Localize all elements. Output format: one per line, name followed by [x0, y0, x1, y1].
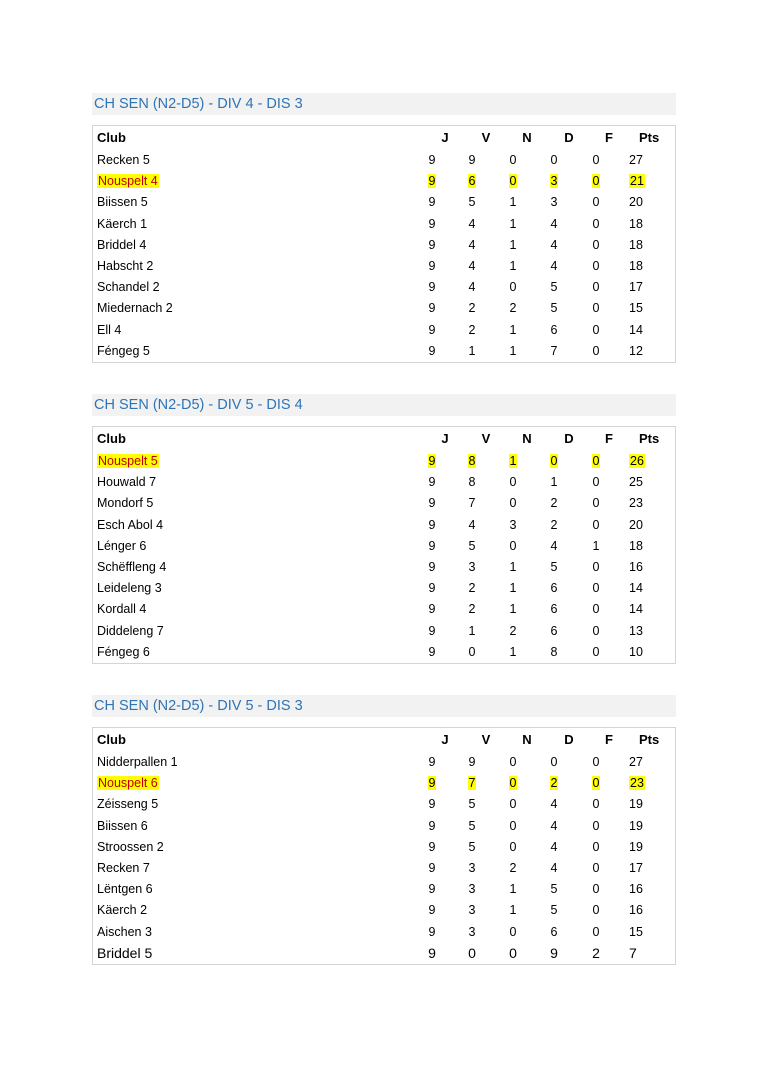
- table-row: [93, 150, 675, 171]
- header-club: Club: [97, 130, 126, 145]
- cell-f: 0: [592, 818, 600, 833]
- table-row: [93, 879, 675, 900]
- table-row: [93, 752, 675, 773]
- cell-f: 2: [592, 944, 600, 961]
- table-row: [93, 320, 675, 341]
- standings-table: [92, 426, 676, 664]
- cell-f: 0: [592, 776, 600, 791]
- cell-pts: 15: [629, 301, 643, 316]
- header-club: Club: [97, 431, 126, 446]
- cell-pts: 17: [629, 860, 643, 875]
- cell-n: 2: [509, 860, 517, 875]
- table-row: [93, 298, 675, 319]
- cell-v: 4: [468, 216, 476, 231]
- club-name: Houwald 7: [97, 475, 157, 490]
- cell-pts: 7: [629, 944, 637, 961]
- club-name: Zéisseng 5: [97, 797, 159, 812]
- cell-pts: 16: [629, 903, 643, 918]
- header-n: N: [522, 431, 532, 446]
- table-row: [93, 922, 675, 943]
- cell-n: 1: [509, 195, 517, 210]
- table-row: [93, 858, 675, 879]
- cell-j: 9: [428, 475, 436, 490]
- cell-v: 2: [468, 322, 476, 337]
- cell-v: 5: [468, 818, 476, 833]
- cell-v: 3: [468, 559, 476, 574]
- section-title: CH SEN (N2-D5) - DIV 4 - DIS 3: [92, 93, 676, 115]
- table-row: [93, 192, 675, 213]
- cell-n: 1: [509, 322, 517, 337]
- cell-j: 9: [428, 216, 436, 231]
- cell-v: 8: [468, 454, 476, 468]
- cell-n: 2: [509, 301, 517, 316]
- cell-v: 5: [468, 195, 476, 210]
- club-name: Lénger 6: [97, 538, 147, 553]
- header-v: V: [481, 431, 491, 446]
- cell-d: 2: [550, 517, 558, 532]
- club-name: Käerch 2: [97, 903, 148, 918]
- cell-n: 0: [509, 776, 517, 791]
- cell-f: 0: [592, 797, 600, 812]
- cell-n: 1: [509, 454, 517, 468]
- cell-v: 2: [468, 602, 476, 617]
- cell-f: 0: [592, 237, 600, 252]
- cell-f: 0: [592, 517, 600, 532]
- cell-n: 1: [509, 343, 517, 358]
- cell-d: 5: [550, 301, 558, 316]
- header-v: V: [481, 732, 491, 747]
- cell-f: 0: [592, 258, 600, 273]
- table-row: [93, 900, 675, 921]
- cell-v: 3: [468, 903, 476, 918]
- cell-j: 9: [428, 944, 436, 961]
- cell-pts: 26: [630, 454, 644, 468]
- header-f: F: [605, 130, 613, 145]
- club-name: Kordall 4: [97, 602, 147, 617]
- cell-f: 0: [592, 301, 600, 316]
- cell-v: 1: [468, 623, 476, 638]
- header-f: F: [605, 732, 613, 747]
- cell-n: 1: [509, 581, 517, 596]
- cell-pts: 18: [629, 538, 643, 553]
- cell-j: 9: [428, 860, 436, 875]
- table-row-highlighted: [93, 171, 675, 192]
- cell-pts: 21: [630, 174, 644, 189]
- cell-j: 9: [428, 839, 436, 854]
- cell-j: 9: [428, 301, 436, 316]
- cell-f: 0: [592, 602, 600, 617]
- cell-d: 5: [550, 559, 558, 574]
- header-j: J: [441, 732, 449, 747]
- header-f: F: [605, 431, 613, 446]
- cell-n: 0: [509, 818, 517, 833]
- cell-f: 0: [592, 280, 600, 295]
- cell-pts: 12: [629, 343, 643, 358]
- cell-j: 9: [428, 903, 436, 918]
- cell-j: 9: [428, 623, 436, 638]
- club-name: Stroossen 2: [97, 839, 164, 854]
- cell-pts: 27: [629, 755, 643, 769]
- cell-n: 1: [509, 903, 517, 918]
- club-name: Briddel 5: [97, 944, 153, 961]
- standings-section-div4-dis3: [92, 93, 676, 363]
- cell-j: 9: [428, 258, 436, 273]
- cell-v: 3: [468, 860, 476, 875]
- cell-j: 9: [428, 538, 436, 553]
- cell-f: 1: [592, 538, 600, 553]
- cell-d: 3: [550, 174, 558, 189]
- table-row-highlighted: [93, 451, 675, 472]
- cell-v: 0: [468, 944, 476, 961]
- table-row: [93, 599, 675, 620]
- cell-j: 9: [428, 559, 436, 574]
- table-row: [93, 837, 675, 858]
- cell-d: 3: [550, 195, 558, 210]
- cell-v: 4: [468, 517, 476, 532]
- cell-j: 9: [428, 882, 436, 897]
- club-name: Nidderpallen 1: [97, 755, 178, 769]
- cell-d: 0: [550, 153, 558, 167]
- cell-f: 0: [592, 475, 600, 490]
- cell-pts: 18: [629, 258, 643, 273]
- club-name: Miedernach 2: [97, 301, 173, 316]
- club-name: Aischen 3: [97, 924, 152, 939]
- cell-v: 5: [468, 538, 476, 553]
- cell-d: 5: [550, 882, 558, 897]
- club-name: Habscht 2: [97, 258, 154, 273]
- cell-n: 1: [509, 602, 517, 617]
- cell-v: 4: [468, 258, 476, 273]
- cell-n: 0: [509, 924, 517, 939]
- cell-pts: 15: [629, 924, 643, 939]
- club-name: Féngeg 5: [97, 343, 150, 358]
- cell-n: 0: [509, 496, 517, 511]
- cell-d: 6: [550, 924, 558, 939]
- cell-n: 1: [509, 644, 517, 659]
- cell-f: 0: [592, 216, 600, 231]
- cell-j: 9: [428, 818, 436, 833]
- cell-n: 1: [509, 559, 517, 574]
- cell-n: 3: [509, 517, 517, 532]
- club-name: Briddel 4: [97, 237, 147, 252]
- header-d: D: [564, 130, 574, 145]
- cell-v: 5: [468, 797, 476, 812]
- cell-f: 0: [592, 644, 600, 659]
- cell-j: 9: [428, 322, 436, 337]
- cell-pts: 18: [629, 237, 643, 252]
- cell-v: 0: [468, 644, 476, 659]
- club-name: Schandel 2: [97, 280, 160, 295]
- section-title: CH SEN (N2-D5) - DIV 5 - DIS 4: [92, 394, 676, 416]
- header-pts: Pts: [639, 130, 660, 145]
- cell-n: 0: [509, 538, 517, 553]
- cell-f: 0: [592, 559, 600, 574]
- club-name: Leideleng 3: [97, 581, 162, 596]
- cell-n: 0: [509, 280, 517, 295]
- cell-n: 0: [509, 944, 517, 961]
- cell-f: 0: [592, 322, 600, 337]
- cell-pts: 10: [629, 644, 643, 659]
- table-row: [93, 515, 675, 536]
- cell-n: 2: [509, 623, 517, 638]
- table-row: [93, 578, 675, 599]
- cell-j: 9: [428, 755, 436, 769]
- cell-d: 2: [550, 496, 558, 511]
- header-j: J: [441, 130, 449, 145]
- cell-pts: 16: [629, 882, 643, 897]
- cell-pts: 19: [629, 818, 643, 833]
- cell-pts: 17: [629, 280, 643, 295]
- cell-d: 6: [550, 581, 558, 596]
- cell-f: 0: [592, 623, 600, 638]
- club-name: Käerch 1: [97, 216, 148, 231]
- cell-n: 1: [509, 258, 517, 273]
- cell-v: 2: [468, 581, 476, 596]
- table-row: [93, 642, 675, 663]
- cell-v: 4: [468, 280, 476, 295]
- cell-j: 9: [428, 174, 436, 189]
- cell-d: 4: [550, 818, 558, 833]
- cell-d: 5: [550, 903, 558, 918]
- cell-d: 8: [550, 644, 558, 659]
- cell-n: 0: [509, 797, 517, 812]
- cell-d: 4: [550, 237, 558, 252]
- cell-f: 0: [592, 153, 600, 167]
- club-name: Mondorf 5: [97, 496, 154, 511]
- cell-pts: 23: [629, 496, 643, 511]
- cell-pts: 13: [629, 623, 643, 638]
- cell-pts: 19: [629, 839, 643, 854]
- cell-pts: 20: [629, 517, 643, 532]
- cell-n: 0: [509, 475, 517, 490]
- cell-v: 9: [468, 153, 476, 167]
- cell-j: 9: [428, 602, 436, 617]
- cell-v: 5: [468, 839, 476, 854]
- cell-pts: 18: [629, 216, 643, 231]
- cell-pts: 23: [630, 776, 644, 791]
- table-row: [93, 536, 675, 557]
- club-name: Recken 5: [97, 153, 150, 167]
- table-header-row: [93, 728, 675, 752]
- cell-v: 6: [468, 174, 476, 189]
- cell-d: 4: [550, 860, 558, 875]
- table-row: [93, 472, 675, 493]
- cell-f: 0: [592, 195, 600, 210]
- cell-d: 4: [550, 216, 558, 231]
- standings-section-div5-dis4: [92, 394, 676, 664]
- club-name: Diddeleng 7: [97, 623, 164, 638]
- table-header-row: [93, 126, 675, 150]
- cell-v: 1: [468, 343, 476, 358]
- cell-j: 9: [428, 797, 436, 812]
- club-name: Nouspelt 4: [98, 174, 158, 189]
- cell-pts: 14: [629, 581, 643, 596]
- club-name: Esch Abol 4: [97, 517, 164, 532]
- cell-f: 0: [592, 496, 600, 511]
- header-v: V: [481, 130, 491, 145]
- cell-v: 8: [468, 475, 476, 490]
- standings-table: [92, 727, 676, 965]
- cell-d: 6: [550, 322, 558, 337]
- cell-n: 1: [509, 882, 517, 897]
- table-row: [93, 214, 675, 235]
- header-n: N: [522, 732, 532, 747]
- cell-f: 0: [592, 454, 600, 468]
- cell-f: 0: [592, 924, 600, 939]
- cell-v: 9: [468, 755, 476, 769]
- table-row: [93, 235, 675, 256]
- cell-f: 0: [592, 882, 600, 897]
- cell-v: 4: [468, 237, 476, 252]
- cell-v: 3: [468, 882, 476, 897]
- cell-n: 0: [509, 755, 517, 769]
- cell-j: 9: [428, 924, 436, 939]
- cell-d: 0: [550, 755, 558, 769]
- cell-f: 0: [592, 755, 600, 769]
- cell-v: 2: [468, 301, 476, 316]
- cell-f: 0: [592, 343, 600, 358]
- cell-v: 7: [468, 496, 476, 511]
- header-d: D: [564, 431, 574, 446]
- cell-pts: 27: [629, 153, 643, 167]
- cell-d: 6: [550, 602, 558, 617]
- cell-j: 9: [428, 153, 436, 167]
- standings-table: [92, 125, 676, 363]
- cell-pts: 14: [629, 602, 643, 617]
- club-name: Biissen 6: [97, 818, 148, 833]
- header-club: Club: [97, 732, 126, 747]
- cell-j: 9: [428, 343, 436, 358]
- cell-n: 1: [509, 237, 517, 252]
- cell-pts: 19: [629, 797, 643, 812]
- cell-d: 0: [550, 454, 558, 468]
- cell-d: 5: [550, 280, 558, 295]
- cell-d: 1: [550, 475, 558, 490]
- club-name: Lëntgen 6: [97, 882, 153, 897]
- club-name: Recken 7: [97, 860, 150, 875]
- table-row: [93, 794, 675, 815]
- cell-v: 7: [468, 776, 476, 791]
- cell-j: 9: [428, 517, 436, 532]
- cell-n: 0: [509, 839, 517, 854]
- cell-j: 9: [428, 581, 436, 596]
- cell-j: 9: [428, 454, 436, 468]
- table-row-highlighted: [93, 773, 675, 794]
- club-name: Féngeg 6: [97, 644, 150, 659]
- table-row: [93, 341, 675, 362]
- table-row: [93, 277, 675, 298]
- cell-n: 1: [509, 216, 517, 231]
- header-d: D: [564, 732, 574, 747]
- cell-j: 9: [428, 776, 436, 791]
- cell-j: 9: [428, 496, 436, 511]
- table-row: [93, 557, 675, 578]
- cell-j: 9: [428, 280, 436, 295]
- cell-pts: 16: [629, 559, 643, 574]
- header-n: N: [522, 130, 532, 145]
- header-pts: Pts: [639, 732, 660, 747]
- club-name: Nouspelt 5: [98, 454, 158, 468]
- table-row: [93, 256, 675, 277]
- cell-d: 4: [550, 538, 558, 553]
- table-row: [93, 493, 675, 514]
- cell-pts: 20: [629, 195, 643, 210]
- table-row: [93, 621, 675, 642]
- cell-d: 4: [550, 839, 558, 854]
- cell-j: 9: [428, 195, 436, 210]
- club-name: Schëffleng 4: [97, 559, 167, 574]
- cell-j: 9: [428, 644, 436, 659]
- cell-f: 0: [592, 581, 600, 596]
- cell-n: 0: [509, 174, 517, 189]
- cell-n: 0: [509, 153, 517, 167]
- cell-pts: 25: [629, 475, 643, 490]
- cell-d: 7: [550, 343, 558, 358]
- cell-f: 0: [592, 839, 600, 854]
- cell-d: 6: [550, 623, 558, 638]
- table-header-row: [93, 427, 675, 451]
- header-j: J: [441, 431, 449, 446]
- cell-f: 0: [592, 860, 600, 875]
- section-title: CH SEN (N2-D5) - DIV 5 - DIS 3: [92, 695, 676, 717]
- cell-j: 9: [428, 237, 436, 252]
- club-name: Nouspelt 6: [98, 776, 158, 791]
- standings-section-div5-dis3: [92, 695, 676, 965]
- header-pts: Pts: [639, 431, 660, 446]
- cell-pts: 14: [629, 322, 643, 337]
- club-name: Ell 4: [97, 322, 122, 337]
- cell-f: 0: [592, 174, 600, 189]
- table-row: [93, 943, 675, 964]
- cell-d: 9: [550, 944, 558, 961]
- cell-d: 4: [550, 797, 558, 812]
- cell-d: 2: [550, 776, 558, 791]
- table-row: [93, 816, 675, 837]
- cell-f: 0: [592, 903, 600, 918]
- club-name: Biissen 5: [97, 195, 148, 210]
- cell-d: 4: [550, 258, 558, 273]
- cell-v: 3: [468, 924, 476, 939]
